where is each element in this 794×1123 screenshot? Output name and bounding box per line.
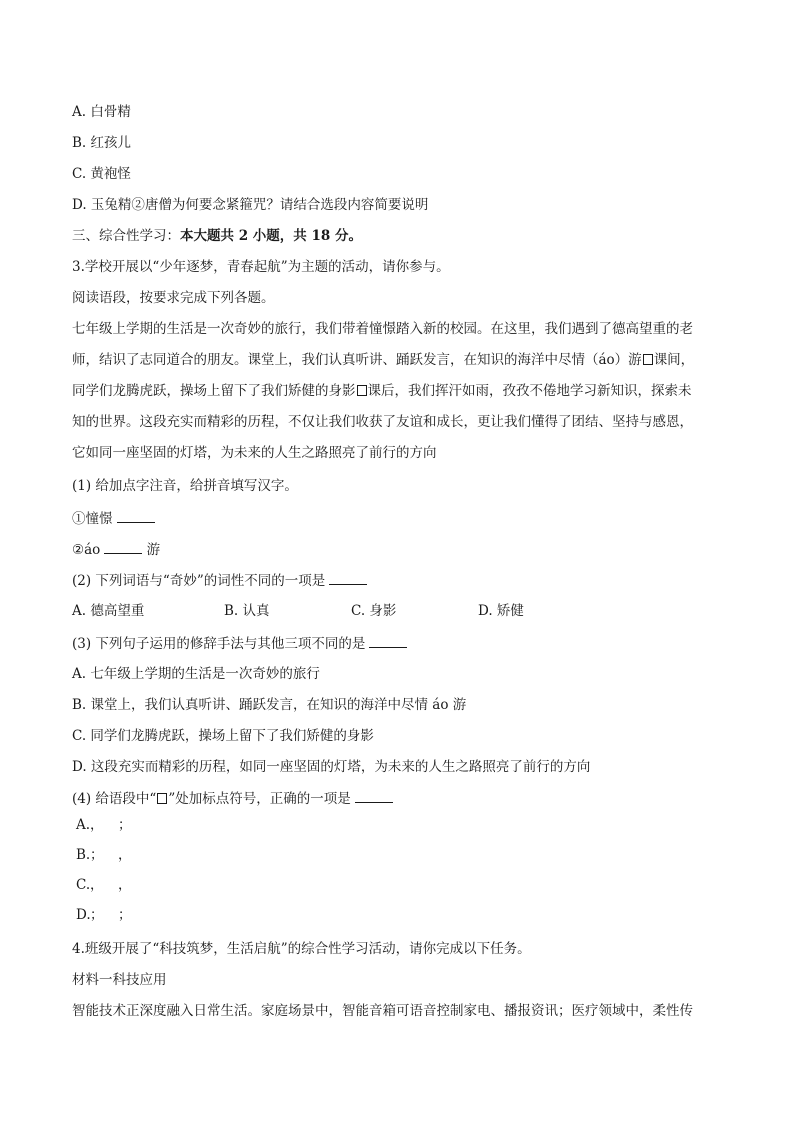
passage-line-1: 七年级上学期的生活是一次奇妙的旅行，我们带着憧憬踏入新的校园。在这里，我们遇到了德高望重的老 xyxy=(72,321,693,337)
section-3-title-bold: 本大题共 2 小题，共 18 分。 xyxy=(180,228,362,244)
sub-4-option-d xyxy=(76,906,132,924)
sub-3-option-d: D. 这段充实而精彩的历程，如同一座坚固的灯塔，为未来的人生之路照亮了前行的方向 xyxy=(72,759,591,775)
sub-3-stem-text: (3) 下列句子运用的修辞手法与其他三项不同的是 xyxy=(72,636,366,652)
sub-question-1-stem: (1) 给加点字注音，给拼音填写汉字。 xyxy=(72,478,298,494)
answer-blank xyxy=(329,571,367,585)
sub-4-option-b xyxy=(76,846,132,864)
option-d-and-question: D. 玉兔精②唐僧为何要念紧箍咒？请结合选段内容简要说明 xyxy=(72,197,429,213)
answer-blank xyxy=(369,634,407,648)
option-punct-2: ； xyxy=(118,817,132,833)
sub-2-stem-text: (2) 下列词语与“奇妙”的词性不同的一项是 xyxy=(72,573,326,589)
sub-4-stem-prefix: (4) 给语段中“ xyxy=(72,791,157,807)
option-c-huangpaoguai: C. 黄袍怪 xyxy=(72,166,131,182)
question-3-instruction: 阅读语段，按要求完成下列各题。 xyxy=(72,290,275,306)
sub-2-option-d: D. 矫健 xyxy=(478,603,524,619)
passage-line-3-text: 同学们龙腾虎跃，操场上留下了我们矫健的身影 xyxy=(72,383,356,399)
sub-question-3-stem xyxy=(72,634,407,653)
question-4-stem: 4.班级开展了“科技筑梦，生活启航”的综合性学习活动，请你完成以下任务。 xyxy=(72,941,531,957)
sub-3-option-c: C. 同学们龙腾虎跃，操场上留下了我们矫健的身影 xyxy=(72,728,374,744)
answer-blank xyxy=(355,789,393,803)
answer-blank xyxy=(104,540,142,554)
section-3-heading xyxy=(72,227,362,245)
option-punct-1: ， xyxy=(90,817,104,833)
sub-3-option-a: A. 七年级上学期的生活是一次奇妙的旅行 xyxy=(72,666,320,682)
option-b-honghaier: B. 红孩儿 xyxy=(72,135,132,151)
option-label: D. xyxy=(76,907,91,923)
option-label: A. xyxy=(76,817,91,833)
passage-line-3-tail: 课后，我们挥汗如雨，孜孜不倦地学习新知识，探索未 xyxy=(367,383,692,399)
answer-blank xyxy=(117,509,155,523)
passage-line-2-text: 师，结识了志同道合的朋友。课堂上，我们认真听讲、踊跃发言，在知识的海洋中尽情（áo）游 xyxy=(72,352,642,368)
sub-question-1-item-1 xyxy=(72,509,155,528)
material-1-text: 智能技术正深度融入日常生活。家庭场景中，智能音箱可语音控制家电、播报资讯；医疗领域中，柔性传 xyxy=(72,1003,693,1019)
blank-box-symbol xyxy=(157,793,167,804)
option-label: B. xyxy=(76,847,91,863)
option-punct-1: ； xyxy=(90,847,104,863)
passage-line-5: 它如同一座坚固的灯塔，为未来的人生之路照亮了前行的方向 xyxy=(72,445,437,461)
passage-line-2-tail: 课间， xyxy=(653,352,695,368)
blank-box-1 xyxy=(643,354,653,365)
option-a-baigujing: A. 白骨精 xyxy=(72,104,131,120)
sub-2-option-a: A. 德高望重 xyxy=(72,603,145,619)
sub-2-option-c: C. 身影 xyxy=(351,603,397,619)
sub-question-1-item-2 xyxy=(72,540,160,559)
option-punct-2: ， xyxy=(118,847,132,863)
sub-4-stem-suffix: ”处加标点符号，正确的一项是 xyxy=(168,791,351,807)
passage-line-4: 知的世界。这段充实而精彩的历程，不仅让我们收获了友谊和成长，更让我们懂得了团结、坚持与感恩， xyxy=(72,414,693,430)
material-1-title: 材料一科技应用 xyxy=(72,972,167,988)
option-punct-2: ； xyxy=(118,907,132,923)
option-punct-2: ， xyxy=(118,877,132,893)
item-2-suffix: 游 xyxy=(146,542,161,558)
sub-2-option-b: B. 认真 xyxy=(224,603,270,619)
option-label: C. xyxy=(76,877,91,893)
passage-line-3 xyxy=(72,382,692,400)
sub-4-option-a xyxy=(76,816,132,834)
blank-box-2 xyxy=(357,385,367,396)
passage-line-2 xyxy=(72,351,694,369)
section-3-title-prefix: 三、综合性学习： xyxy=(72,228,180,244)
item-1-label: ①憧憬 xyxy=(72,511,113,527)
item-2-label: ②áo xyxy=(72,542,101,558)
sub-question-4-stem xyxy=(72,789,393,808)
question-3-stem: 3.学校开展以“少年逐梦，青春起航”为主题的活动，请你参与。 xyxy=(72,259,450,275)
option-punct-1: ； xyxy=(90,907,104,923)
sub-3-option-b: B. 课堂上，我们认真听讲、踊跃发言，在知识的海洋中尽情 áo 游 xyxy=(72,697,467,713)
sub-4-option-c xyxy=(76,876,132,894)
option-punct-1: ， xyxy=(90,877,104,893)
sub-question-2-stem xyxy=(72,571,367,590)
